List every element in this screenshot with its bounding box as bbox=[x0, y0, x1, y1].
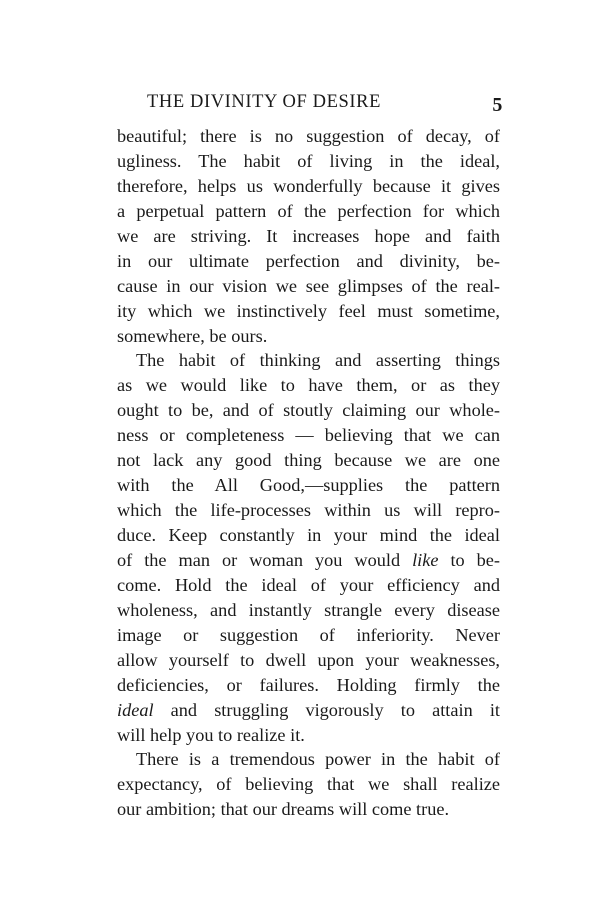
text-line: somewhere, be ours. bbox=[117, 325, 268, 346]
paragraph bbox=[117, 747, 500, 822]
text-line: ness or completeness — believing that we can bbox=[117, 425, 500, 446]
text-line: There is a tremendous power in the habit of bbox=[136, 749, 500, 770]
text-line: beautiful; there is no suggestion of decay, of bbox=[117, 126, 500, 146]
text-run: of the man or woman you would bbox=[117, 549, 413, 570]
text-line: ugliness. The habit of living in the ideal, bbox=[117, 150, 500, 171]
text-line: come. Hold the ideal of your efficiency and bbox=[117, 574, 500, 595]
text-run: to be- bbox=[438, 549, 501, 570]
text-line: therefore, helps us wonderfully because it gives bbox=[117, 175, 500, 196]
text-line: expectancy, of believing that we shall realize bbox=[117, 774, 500, 795]
text-line: not lack any good thing because we are one bbox=[117, 450, 500, 471]
text-line: wholeness, and instantly strangle every disease bbox=[117, 599, 500, 620]
text-line bbox=[117, 548, 500, 573]
body-text bbox=[117, 124, 500, 822]
text-line: The habit of thinking and asserting things bbox=[136, 350, 500, 371]
text-line: duce. Keep constantly in your mind the ideal bbox=[117, 525, 500, 545]
chapter-title: THE DIVINITY OF DESIRE bbox=[147, 92, 381, 112]
book-page bbox=[117, 92, 503, 822]
page-number: 5 bbox=[492, 94, 503, 116]
text-line: in our ultimate perfection and divinity, be- bbox=[117, 250, 500, 271]
paragraph bbox=[117, 348, 500, 747]
italic-emphasis: like bbox=[412, 549, 439, 570]
text-line: cause in our vision we see glimpses of the real- bbox=[117, 275, 500, 296]
text-line: image or suggestion of inferiority. Never bbox=[117, 624, 500, 645]
text-line: allow yourself to dwell upon your weaknesses, bbox=[117, 649, 500, 670]
text-line: as we would like to have them, or as they bbox=[117, 375, 500, 396]
text-run: and struggling vigorously to attain it bbox=[153, 699, 500, 720]
text-line bbox=[117, 698, 500, 723]
paragraph bbox=[117, 124, 500, 348]
text-line: our ambition; that our dreams will come true. bbox=[117, 799, 450, 820]
text-line: a perpetual pattern of the perfection for which bbox=[117, 200, 500, 221]
text-line: deficiencies, or failures. Holding firmly the bbox=[117, 674, 500, 695]
text-line: with the All Good,—supplies the pattern bbox=[117, 475, 500, 496]
italic-emphasis: ideal bbox=[117, 699, 154, 720]
running-head bbox=[117, 92, 503, 124]
text-line: which the life-processes within us will repro- bbox=[117, 500, 500, 521]
text-line: ity which we instinctively feel must sometime, bbox=[117, 300, 500, 321]
text-line: ought to be, and of stoutly claiming our whole- bbox=[117, 400, 500, 421]
text-line: will help you to realize it. bbox=[117, 724, 305, 745]
text-line: we are striving. It increases hope and faith bbox=[117, 225, 500, 246]
